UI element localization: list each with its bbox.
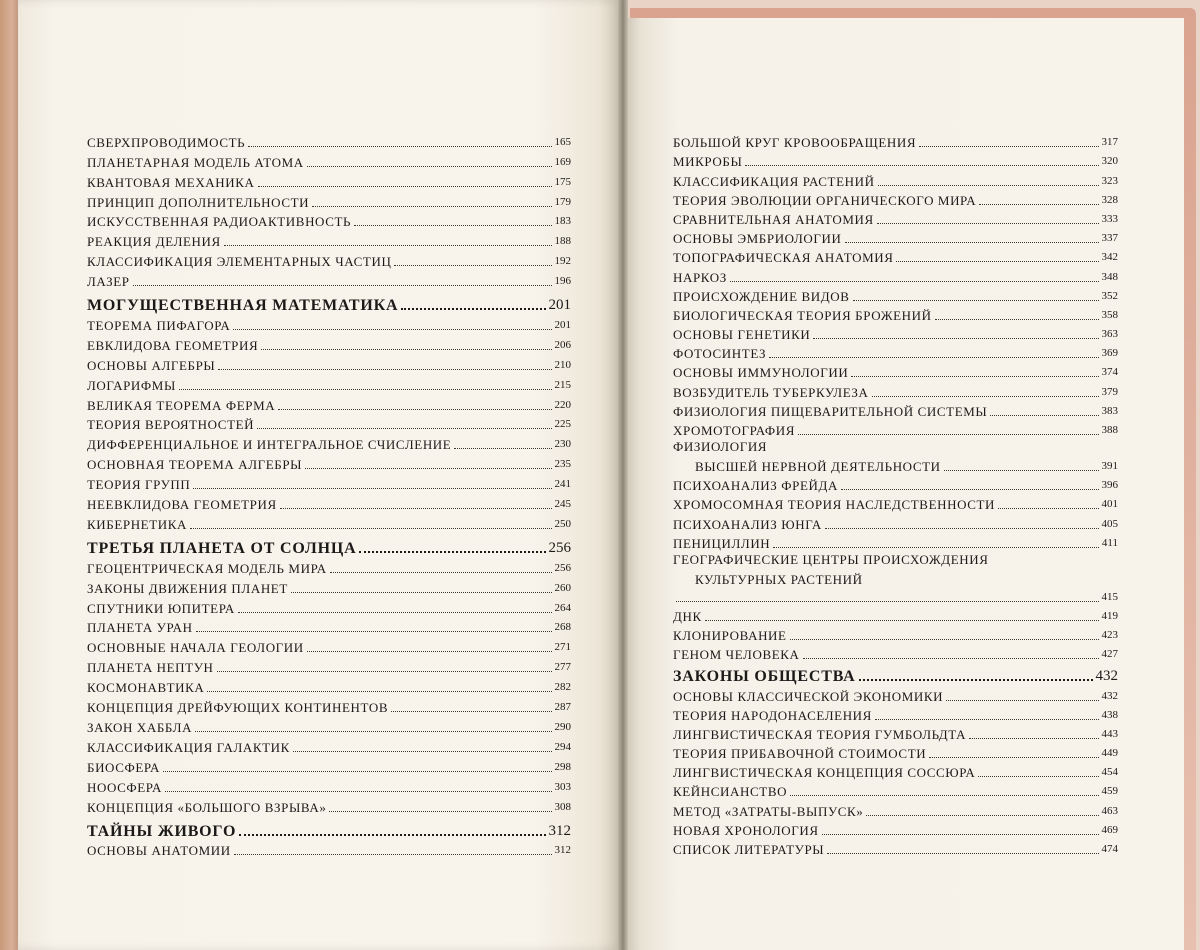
toc-leader-dots [401,308,545,310]
toc-page-number: 411 [1101,536,1118,549]
toc-entry-title: КИБЕРНЕТИКА [87,516,188,532]
toc-leader-dots [979,204,1098,205]
toc-page-number: 268 [554,621,571,634]
toc-leader-dots [745,165,1098,166]
book-gutter [618,0,628,950]
toc-page-number: 358 [1101,308,1118,321]
toc-entry-title: ПРИНЦИП ДОПОЛНИТЕЛЬНОСТИ [87,194,310,210]
toc-page-number: 312 [554,844,571,857]
toc-entry-title: ОСНОВНЫЕ НАЧАЛА ГЕОЛОГИИ [87,640,304,656]
toc-page-number: 312 [548,822,571,839]
toc-page-number: 196 [554,275,571,288]
toc-entry-title: ТЕОРИЯ ВЕРОЯТНОСТЕЙ [87,417,255,433]
toc-leader-dots [969,738,1098,739]
toc-page-number: 303 [554,780,571,793]
toc-entry [87,190,571,210]
toc-entry-title: КЕЙНСИАНСТВО [673,784,788,800]
toc-leader-dots [330,572,552,573]
toc-page-number: 250 [554,517,571,530]
toc-leader-dots [705,620,1099,621]
toc-entry-title: ПСИХОАНАЛИЗ ЮНГА [673,516,822,532]
toc-page-number: 201 [548,297,571,314]
toc-leader-dots [798,434,1098,435]
toc-entry [87,393,571,413]
toc-leader-dots [990,415,1098,416]
toc-page-number: 449 [1101,747,1118,760]
toc-entry [673,684,1118,703]
toc-entry-title: КВАНТОВАЯ МЕХАНИКА [87,174,255,190]
toc-entry [87,452,571,472]
toc-entry [87,556,571,576]
toc-section-heading [87,815,571,839]
toc-entry-line [673,455,1118,474]
toc-leader-dots [946,700,1098,701]
toc-page-number: 264 [554,601,571,614]
toc-page-number: 474 [1101,843,1118,855]
toc-entry-title: ТЕОРИЯ НАРОДОНАСЕЛЕНИЯ [673,707,872,723]
toc-entry [87,413,571,433]
toc-entry [673,799,1118,818]
toc-leader-dots [307,166,552,167]
toc-leader-dots [193,488,551,489]
toc-entry-title: КЛАССИФИКАЦИЯ ГАЛАКТИК [87,739,290,755]
toc-page-number: 432 [1095,668,1118,685]
toc-entry-title: НООСФЕРА [87,779,162,795]
toc-entry-title: ПЛАНЕТА УРАН [87,620,193,636]
toc-leader-dots [238,612,552,613]
toc-leader-dots [190,528,551,529]
toc-entry [673,380,1118,399]
toc-entry-title: КЛАССИФИКАЦИЯ РАСТЕНИЙ [673,173,875,189]
toc-entry [87,373,571,393]
toc-entry-title: СПУТНИКИ ЮПИТЕРА [87,600,235,616]
toc-page-number: 352 [1101,289,1118,302]
toc-page-number: 215 [554,378,571,391]
toc-section-heading [673,662,1118,684]
toc-entry-title: ТЕОРЕМА ПИФАГОРА [87,318,231,334]
toc-page-number: 201 [554,319,571,332]
toc-leader-dots [875,719,1099,720]
toc-page-number: 282 [554,681,571,694]
toc-page-number: 241 [554,478,571,491]
left-table-of-contents [87,130,571,858]
toc-page-number: 432 [1101,689,1118,702]
toc-entry [87,735,571,755]
toc-leader-dots [825,528,1099,529]
toc-entry [673,474,1118,493]
toc-page-number: 245 [554,498,571,511]
toc-page-number: 225 [554,418,571,431]
toc-entry-title: ЗАКОН ХАББЛА [87,719,193,735]
toc-entry [673,304,1118,323]
toc-page-number: 256 [548,539,571,556]
toc-page-number: 317 [1101,136,1118,149]
toc-leader-dots [851,376,1098,377]
toc-entry [87,249,571,269]
toc-leader-dots [841,489,1099,490]
toc-page-number: 337 [1101,232,1118,245]
toc-page-number: 206 [554,338,571,351]
toc-entry-title: ОСНОВЫ АНАТОМИИ [87,843,231,859]
toc-leader-dots [845,242,1099,243]
section-title: МОГУЩЕСТВЕННАЯ МАТЕМАТИКА [87,297,399,315]
toc-leader-dots [813,338,1098,339]
toc-entry [87,655,571,675]
toc-leader-dots [195,731,551,732]
toc-entry [87,130,571,150]
toc-page-number: 220 [554,398,571,411]
toc-page-number: 396 [1101,479,1118,492]
toc-entry-title: ФИЗИОЛОГИЯ ПИЩЕВАРИТЕЛЬНОЙ СИСТЕМЫ [673,403,988,419]
toc-entry-title: МЕТОД «ЗАТРАТЫ-ВЫПУСК» [673,803,864,819]
toc-entry-line [673,587,1118,605]
toc-entry-title: ОСНОВЫ АЛГЕБРЫ [87,357,216,373]
toc-leader-dots [207,691,551,692]
toc-entry-title: ПЛАНЕТАРНАЯ МОДЕЛЬ АТОМА [87,154,304,170]
toc-entry-title: ГЕОГРАФИЧЕСКИЕ ЦЕНТРЫ ПРОИСХОЖДЕНИЯ [673,551,989,567]
toc-leader-dots [773,547,1099,548]
toc-leader-dots [394,265,551,266]
toc-entry [87,755,571,775]
toc-entry [87,333,571,353]
toc-page-number: 298 [554,760,571,773]
toc-entry-title: ГЕОЦЕНТРИЧЕСКАЯ МОДЕЛЬ МИРА [87,560,327,576]
toc-leader-dots [278,409,551,410]
toc-entry [87,715,571,735]
toc-page-number: 183 [554,215,571,228]
toc-page-number: 427 [1101,648,1118,661]
toc-entry [87,353,571,373]
toc-entry [87,269,571,289]
toc-entry-title: НЕЕВКЛИДОВА ГЕОМЕТРИЯ [87,497,277,513]
toc-page-number: 169 [554,155,571,168]
toc-entry [673,780,1118,799]
toc-page-number: 405 [1101,517,1118,530]
toc-page-number: 469 [1101,823,1118,836]
toc-entry [673,265,1118,284]
toc-entry-title: РЕАКЦИЯ ДЕЛЕНИЯ [87,234,221,250]
toc-entry-title: ОСНОВЫ КЛАССИЧЕСКОЙ ЭКОНОМИКИ [673,688,944,704]
toc-leader-dots [935,319,1099,320]
toc-entry [673,323,1118,342]
toc-page-number: 230 [554,438,571,451]
toc-section-heading [87,532,571,556]
toc-leader-dots [258,186,552,187]
toc-page-number: 379 [1101,385,1118,398]
toc-entry [673,150,1118,169]
toc-leader-dots [978,776,1098,777]
toc-entry [87,432,571,452]
toc-entry-title-continued: КУЛЬТУРНЫХ РАСТЕНИЙ [695,571,863,587]
toc-leader-dots [354,225,551,226]
toc-entry-title: ТЕОРИЯ ГРУПП [87,477,191,493]
toc-leader-dots [217,671,552,672]
toc-leader-dots [196,631,552,632]
toc-entry [673,643,1118,662]
toc-leader-dots [454,448,551,449]
toc-entry [673,512,1118,531]
toc-leader-dots [163,771,551,772]
toc-entry-title: СПИСОК ЛИТЕРАТУРЫ [673,842,825,857]
toc-leader-dots [944,470,1099,471]
toc-entry-line [673,568,1118,587]
toc-entry [673,169,1118,188]
toc-entry [87,675,571,695]
toc-entry-title: ВЕЛИКАЯ ТЕОРЕМА ФЕРМА [87,397,276,413]
toc-entry [87,576,571,596]
toc-leader-dots [859,679,1093,681]
toc-entry-title: ОСНОВЫ ЭМБРИОЛОГИИ [673,231,842,247]
toc-entry-title: ХРОМОСОМНАЯ ТЕОРИЯ НАСЛЕДСТВЕННОСТИ [673,497,996,513]
toc-leader-dots [165,791,552,792]
toc-leader-dots [280,508,552,509]
toc-leader-dots [676,601,1099,602]
toc-entry [87,210,571,230]
toc-entry [673,742,1118,761]
toc-leader-dots [133,285,552,286]
toc-entry [673,227,1118,246]
toc-leader-dots [998,508,1098,509]
toc-leader-dots [359,551,545,553]
toc-entry [87,635,571,655]
toc-entry [673,838,1118,857]
toc-page-number: 210 [554,358,571,371]
toc-entry-title: ОСНОВЫ ГЕНЕТИКИ [673,327,811,343]
toc-page-number: 363 [1101,328,1118,341]
toc-entry [87,472,571,492]
toc-section-heading [87,289,571,313]
toc-page-number: 287 [554,701,571,714]
toc-page-number: 188 [554,235,571,248]
toc-leader-dots [391,711,551,712]
toc-entry-title: МИКРОБЫ [673,154,743,170]
toc-leader-dots [239,834,545,836]
toc-page-number: 459 [1101,785,1118,798]
toc-page-number: 328 [1101,193,1118,206]
toc-leader-dots [329,811,551,812]
toc-entry-title: ТЕОРИЯ ПРИБАВОЧНОЙ СТОИМОСТИ [673,746,927,762]
toc-page-number: 374 [1101,366,1118,379]
toc-entry-title: ДИФФЕРЕНЦИАЛЬНОЕ И ИНТЕГРАЛЬНОЕ СЧИСЛЕНИЕ [87,437,452,453]
toc-entry-title: СВЕРХПРОВОДИМОСТЬ [87,134,246,150]
toc-entry [673,605,1118,624]
toc-page-number: 419 [1101,609,1118,622]
toc-entry [87,839,571,859]
toc-entry [87,170,571,190]
toc-leader-dots [307,651,552,652]
toc-entry-title: СРАВНИТЕЛЬНАЯ АНАТОМИЯ [673,211,874,227]
toc-leader-dots [305,468,551,469]
toc-entry-title: ТОПОГРАФИЧЕСКАЯ АНАТОМИЯ [673,250,894,266]
toc-entry-title: ЗАКОНЫ ДВИЖЕНИЯ ПЛАНЕТ [87,580,288,596]
toc-page-number: 290 [554,720,571,733]
toc-page-number: 277 [554,661,571,674]
toc-entry [87,229,571,249]
toc-entry-title: ПЕНИЦИЛЛИН [673,535,771,551]
toc-page-number: 391 [1101,460,1118,472]
section-title: ТАЙНЫ ЖИВОГО [87,822,237,840]
toc-page-number: 235 [554,458,571,471]
toc-page-number: 294 [554,740,571,753]
toc-leader-dots [929,757,1098,758]
toc-leader-dots [224,245,552,246]
toc-entry [673,761,1118,780]
toc-entry [673,246,1118,265]
toc-entry-title: БОЛЬШОЙ КРУГ КРОВООБРАЩЕНИЯ [673,135,917,151]
toc-entry [87,313,571,333]
toc-page-number: 192 [554,255,571,268]
toc-page-number: 175 [554,175,571,188]
toc-leader-dots [291,592,552,593]
toc-page-number: 369 [1101,347,1118,360]
toc-page-number: 401 [1101,498,1118,511]
toc-entry-title: КЛАССИФИКАЦИЯ ЭЛЕМЕНТАРНЫХ ЧАСТИЦ [87,254,392,270]
toc-page-number: 323 [1101,174,1118,187]
toc-page-number: 333 [1101,212,1118,225]
toc-leader-dots [769,357,1098,358]
toc-leader-dots [179,389,552,390]
toc-entry [87,616,571,636]
right-table-of-contents [673,131,1118,857]
toc-entry-title: БИОСФЕРА [87,759,161,775]
section-title: ЗАКОНЫ ОБЩЕСТВА [673,668,856,686]
toc-entry-title: ИСКУССТВЕННАЯ РАДИОАКТИВНОСТЬ [87,214,352,230]
toc-leader-dots [234,854,552,855]
toc-leader-dots [803,658,1099,659]
toc-entry [87,492,571,512]
toc-entry [673,624,1118,643]
toc-leader-dots [790,639,1099,640]
toc-entry [87,150,571,170]
toc-entry [673,208,1118,227]
toc-entry [673,532,1118,551]
toc-page-number: 438 [1101,708,1118,721]
toc-entry [87,596,571,616]
toc-leader-dots [896,261,1098,262]
toc-entry-title: ЕВКЛИДОВА ГЕОМЕТРИЯ [87,337,259,353]
toc-entry [673,551,1118,605]
toc-page-number: 320 [1101,155,1118,168]
toc-page-number: 256 [554,561,571,574]
toc-entry-title: ЛИНГВИСТИЧЕСКАЯ ТЕОРИЯ ГУМБОЛЬДТА [673,726,967,742]
toc-entry-title: ЛИНГВИСТИЧЕСКАЯ КОНЦЕПЦИЯ СОССЮРА [673,765,976,781]
toc-entry [673,400,1118,419]
toc-page-number: 260 [554,581,571,594]
toc-entry-title: КОНЦЕПЦИЯ «БОЛЬШОГО ВЗРЫВА» [87,799,327,815]
toc-entry-title: ТЕОРИЯ ЭВОЛЮЦИИ ОРГАНИЧЕСКОГО МИРА [673,192,977,208]
toc-entry [673,189,1118,208]
section-title: ТРЕТЬЯ ПЛАНЕТА ОТ СОЛНЦА [87,539,357,557]
toc-leader-dots [878,185,1099,186]
toc-entry-title-continued: ВЫСШЕЙ НЕРВНОЙ ДЕЯТЕЛЬНОСТИ [695,459,941,474]
toc-entry [673,342,1118,361]
toc-entry [87,512,571,532]
toc-entry [87,695,571,715]
toc-entry [673,723,1118,742]
toc-page-number: 348 [1101,270,1118,283]
toc-leader-dots [866,815,1098,816]
toc-entry [673,285,1118,304]
toc-entry-title: ХРОМОТОГРАФИЯ [673,423,796,438]
toc-page-number: 454 [1101,766,1118,779]
toc-page-number: 271 [554,641,571,654]
toc-page-number: 165 [554,135,571,148]
toc-entry [87,775,571,795]
toc-page-number: 423 [1101,629,1118,642]
toc-leader-dots [827,853,1098,854]
toc-entry-title: БИОЛОГИЧЕСКАЯ ТЕОРИЯ БРОЖЕНИЙ [673,307,932,323]
toc-page-number: 388 [1101,424,1118,436]
toc-entry-title: ПРОИСХОЖДЕНИЕ ВИДОВ [673,288,850,304]
toc-page-number: 383 [1101,404,1118,417]
toc-entry-title: ОСНОВЫ ИММУНОЛОГИИ [673,365,849,381]
toc-entry [673,131,1118,150]
toc-entry [673,419,1118,438]
toc-entry-title: ЛАЗЕР [87,274,130,290]
toc-entry-title: ОСНОВНАЯ ТЕОРЕМА АЛГЕБРЫ [87,457,303,473]
toc-leader-dots [293,751,552,752]
toc-leader-dots [919,146,1098,147]
toc-entry-title: НАРКОЗ [673,269,727,285]
toc-page-number: 179 [554,195,571,208]
toc-page-number: 443 [1101,727,1118,740]
toc-leader-dots [312,206,551,207]
toc-entry [673,704,1118,723]
toc-entry-title: ПЛАНЕТА НЕПТУН [87,660,214,676]
toc-leader-dots [853,300,1099,301]
toc-leader-dots [233,329,551,330]
toc-entry [673,819,1118,838]
toc-entry [673,493,1118,512]
toc-entry-title: КОНЦЕПЦИЯ ДРЕЙФУЮЩИХ КОНТИНЕНТОВ [87,700,389,716]
toc-page-number: 342 [1101,251,1118,264]
toc-leader-dots [257,428,551,429]
toc-leader-dots [872,396,1099,397]
toc-entry-title: ФИЗИОЛОГИЯ [673,439,768,454]
toc-entry-title: КЛОНИРОВАНИЕ [673,628,787,644]
toc-leader-dots [218,369,551,370]
toc-page-number: 463 [1101,804,1118,817]
toc-entry [673,438,1118,474]
toc-page-number: 415 [1101,590,1118,603]
toc-leader-dots [790,795,1098,796]
toc-leader-dots [730,281,1099,282]
toc-entry-title: ПСИХОАНАЛИЗ ФРЕЙДА [673,478,838,494]
toc-page-number: 308 [554,800,571,813]
toc-leader-dots [877,223,1099,224]
toc-entry-title: НОВАЯ ХРОНОЛОГИЯ [673,822,819,838]
toc-entry [673,361,1118,380]
toc-leader-dots [822,834,1099,835]
toc-entry-title: ГЕНОМ ЧЕЛОВЕКА [673,647,800,663]
toc-entry-title: ЛОГАРИФМЫ [87,377,176,393]
toc-leader-dots [248,146,551,147]
toc-entry-title: ДНК [673,608,702,624]
toc-entry-title: ВОЗБУДИТЕЛЬ ТУБЕРКУЛЕЗА [673,384,869,400]
toc-entry [87,795,571,815]
toc-entry-title: ФОТОСИНТЕЗ [673,346,767,362]
toc-leader-dots [261,349,551,350]
toc-entry-title: КОСМОНАВТИКА [87,680,205,696]
